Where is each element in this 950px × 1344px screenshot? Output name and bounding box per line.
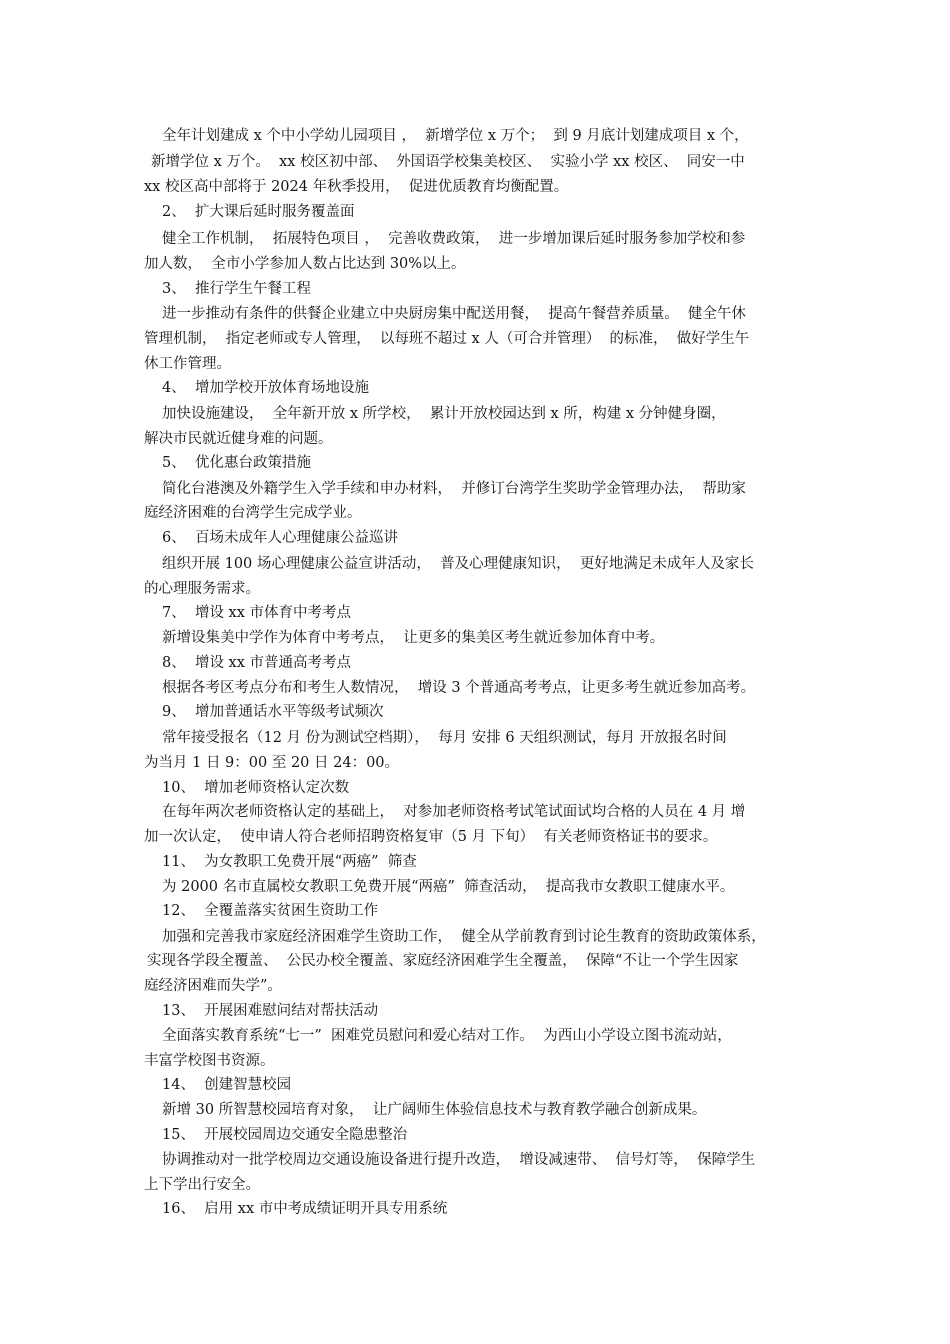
section-heading: 10、 增加老师资格认定次数 — [162, 780, 350, 796]
body-line: 根据各考区考点分布和考生人数情况， 增设 3 个普通高考考点，让更多考生就近参加高考。 — [162, 680, 756, 696]
section-heading: 8、 增设 xx 市普通高考考点 — [162, 655, 352, 671]
body-line: 全年计划建成 x 个中小学幼儿园项目 ， 新增学位 x 万个； 到 9 月底计划建成项目 x 个， — [162, 128, 749, 144]
body-line: 庭经济困难而失学”。 — [144, 978, 282, 994]
section-heading: 7、 增设 xx 市体育中考考点 — [162, 605, 352, 621]
body-line: 上下学出行安全。 — [144, 1177, 260, 1193]
body-line: 休工作管理。 — [144, 356, 231, 372]
body-line: 新增 30 所智慧校园培育对象， 让广阔师生体验信息技术与教育教学融合创新成果。 — [162, 1102, 707, 1118]
body-line: 简化台港澳及外籍学生入学手续和申办材料， 并修订台湾学生奖助学金管理办法， 帮助家 — [162, 481, 746, 497]
body-line: 为当月 1 日 9：00 至 20 日 24：00。 — [144, 755, 400, 771]
body-line: 实现各学段全覆盖、 公民办校全覆盖、家庭经济困难学生全覆盖， 保障“不让一个学生因家 — [147, 953, 739, 969]
body-line: 加强和完善我市家庭经济困难学生资助工作， 健全从学前教育到讨论生教育的资助政策体系， — [162, 929, 766, 945]
section-heading: 5、 优化惠台政策措施 — [162, 455, 311, 471]
body-line: 在每年两次老师资格认定的基础上， 对参加老师资格考试笔试面试均合格的人员在 4 月 增 — [162, 804, 746, 820]
section-heading: 11、 为女教职工免费开展“两癌” 筛查 — [162, 854, 417, 870]
section-heading: 15、 开展校园周边交通安全隐患整治 — [162, 1127, 408, 1143]
body-line: 新增设集美中学作为体育中考考点， 让更多的集美区考生就近参加体育中考。 — [162, 630, 665, 646]
body-line: 加快设施建设， 全年新开放 x 所学校， 累计开放校园达到 x 所，构建 x 分钟健身圈， — [162, 406, 726, 422]
body-line: 加人数， 全市小学参加人数占比达到 30%以上。 — [144, 256, 466, 272]
section-heading: 12、 全覆盖落实贫困生资助工作 — [162, 903, 379, 919]
body-line: 常年接受报名（12 月 份为测试空档期）， 每月 安排 6 天组织测试，每月 开放报名时间 — [162, 730, 727, 746]
section-heading: 2、 扩大课后延时服务覆盖面 — [162, 204, 355, 220]
section-heading: 13、 开展困难慰问结对帮扶活动 — [162, 1003, 379, 1019]
body-line: 的心理服务需求。 — [144, 581, 260, 597]
body-line: 进一步推动有条件的供餐企业建立中央厨房集中配送用餐， 提高午餐营养质量。 健全午休 — [162, 306, 746, 322]
body-line: xx 校区高中部将于 2024 年秋季投用， 促进优质教育均衡配置。 — [144, 179, 569, 195]
body-line: 管理机制， 指定老师或专人管理， 以每班不超过 x 人（可合并管理） 的标准， 做好学生午 — [144, 331, 750, 347]
body-line: 健全工作机制， 拓展特色项目 ， 完善收费政策， 进一步增加课后延时服务参加学校和参 — [162, 231, 746, 247]
body-line: 全面落实教育系统“七一” 困难党员慰问和爱心结对工作。 为西山小学设立图书流动站， — [162, 1028, 732, 1044]
section-heading: 6、 百场未成年人心理健康公益巡讲 — [162, 530, 398, 546]
section-heading: 14、 创建智慧校园 — [162, 1077, 292, 1093]
body-line: 解决市民就近健身难的问题。 — [144, 431, 333, 447]
body-line: 庭经济困难的台湾学生完成学业。 — [144, 505, 362, 521]
section-heading: 3、 推行学生午餐工程 — [162, 281, 311, 297]
body-line: 丰富学校图书资源。 — [144, 1053, 275, 1069]
body-line: 为 2000 名市直属校女教职工免费开展“两癌” 筛查活动， 提高我市女教职工健康水平。 — [162, 879, 735, 895]
section-heading: 16、 启用 xx 市中考成绩证明开具专用系统 — [162, 1201, 448, 1217]
section-heading: 4、 增加学校开放体育场地设施 — [162, 380, 369, 396]
body-line: 组织开展 100 场心理健康公益宣讲活动， 普及心理健康知识， 更好地满足未成年人及家长 — [162, 556, 754, 572]
body-line: 新增学位 x 万个。 xx 校区初中部、 外国语学校集美校区、 实验小学 xx 校区、 同安一中 — [151, 154, 745, 170]
section-heading: 9、 增加普通话水平等级考试频次 — [162, 704, 384, 720]
body-line: 协调推动对一批学校周边交通设施设备进行提升改造， 增设减速带、 信号灯等， 保障学生 — [162, 1152, 756, 1168]
body-line: 加一次认定， 使申请人符合老师招聘资格复审（5 月 下旬） 有关老师资格证书的要求。 — [144, 829, 718, 845]
